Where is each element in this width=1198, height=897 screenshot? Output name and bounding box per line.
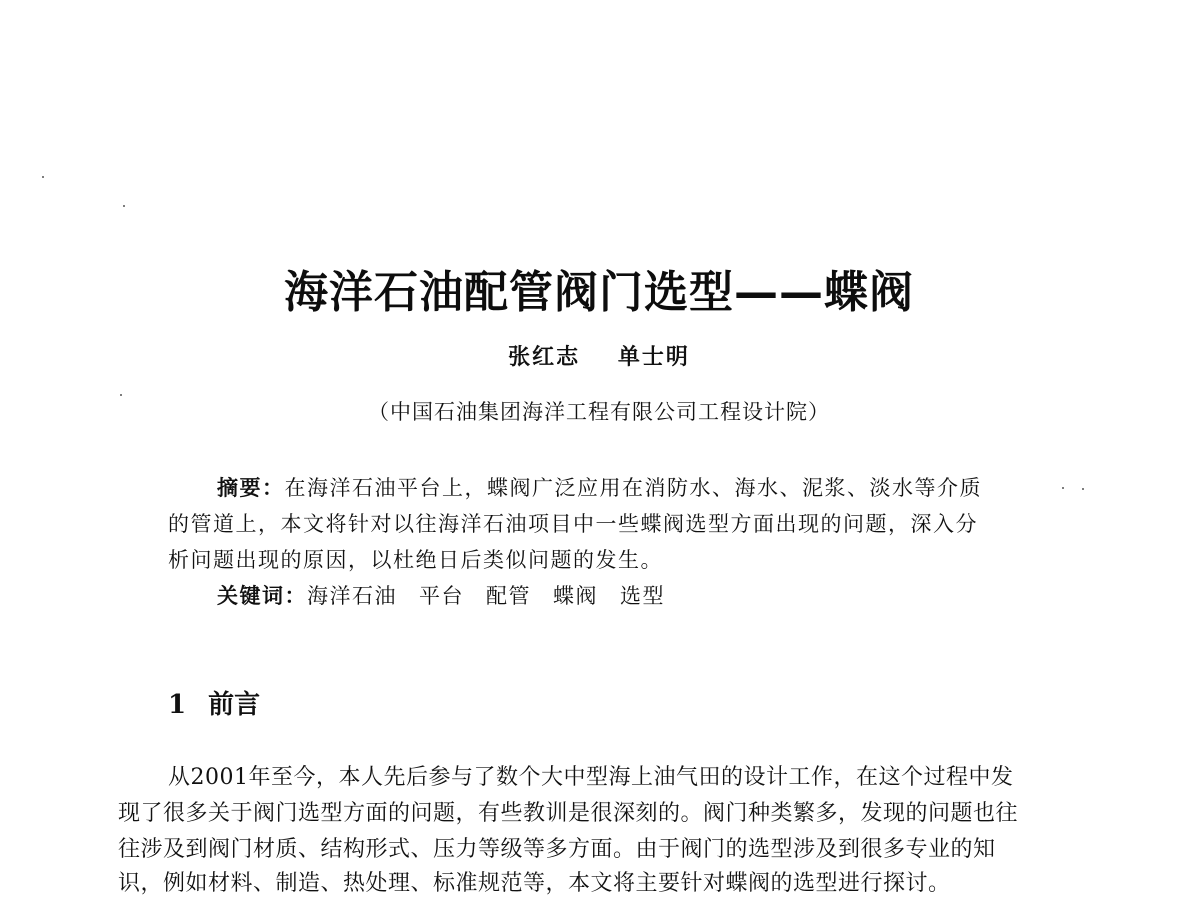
affiliation: （中国石油集团海洋工程有限公司工程设计院） [368,400,830,424]
section-title: 前言 [208,690,261,720]
document-title: 海洋石油配管阀门选型——蝶阀 [284,267,914,318]
scan-speck [42,176,44,178]
keywords-label: 关键词： [217,584,307,608]
abstract-line: 的管道上，本文将针对以往海洋石油项目中一些蝶阀选型方面出现的问题，深入分 [168,512,978,536]
keyword: 选型 [620,584,665,608]
section-heading [168,684,260,721]
scan-speck [1062,487,1064,489]
body-line: 识，例如材料、制造、热处理、标准规范等，本文将主要针对蝶阀的选型进行探讨。 [118,871,951,896]
keyword: 海洋石油 [307,584,397,608]
author-name: 张红志 [508,344,581,370]
keywords-line [217,580,687,610]
abstract-text: 在海洋石油平台上，蝶阀广泛应用在消防水、海水、泥浆、淡水等介质 [284,476,982,500]
body-line: 从2001年至今，本人先后参与了数个大中型海上油气田的设计工作，在这个过程中发 [168,765,1014,790]
section-number: 1 [168,690,187,720]
keyword: 平台 [419,584,464,608]
keyword: 配管 [486,584,531,608]
body-line: 往涉及到阀门材质、结构形式、压力等级等多方面。由于阀门的选型涉及到很多专业的知 [118,837,996,862]
abstract-line [217,472,982,502]
abstract-line: 析问题出现的原因，以杜绝日后类似问题的发生。 [168,548,663,572]
scan-speck [1082,488,1084,490]
body-line: 现了很多关于阀门选型方面的问题，有些教训是很深刻的。阀门种类繁多，发现的问题也往 [118,801,1019,826]
keyword: 蝶阀 [553,584,598,608]
abstract-label: 摘要： [217,476,285,500]
scan-speck [123,205,125,207]
author-list [0,340,1198,371]
author-name: 单士明 [617,344,690,370]
